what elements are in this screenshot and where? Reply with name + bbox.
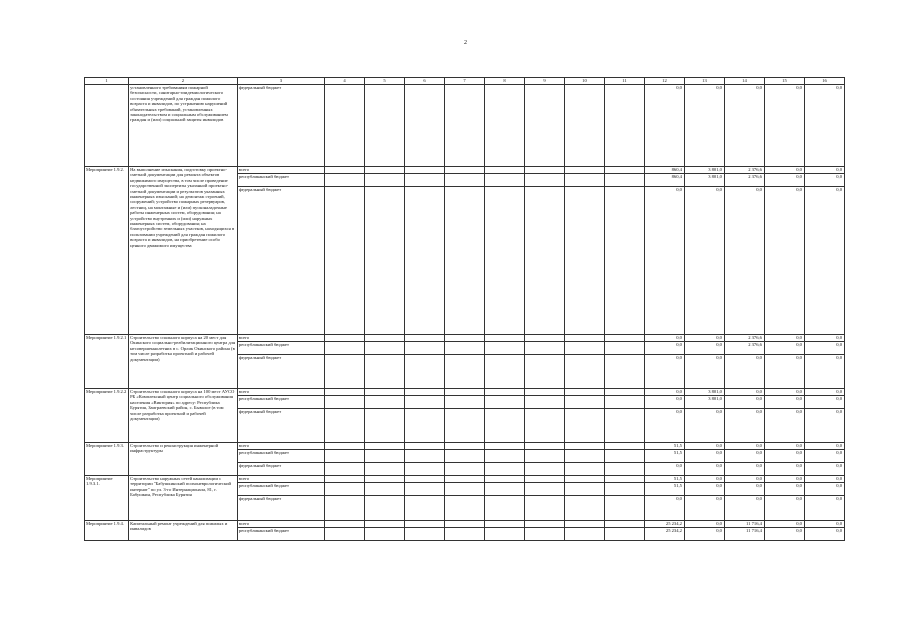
value-cell-col-13: 0,0 xyxy=(684,483,724,496)
funding-source-cell: федеральный бюджет xyxy=(237,85,324,167)
empty-cell xyxy=(324,396,364,409)
empty-cell xyxy=(324,476,364,483)
value-cell-col-16: 0,0 xyxy=(804,342,844,355)
value-cell-col-15: 0,0 xyxy=(764,450,804,463)
empty-cell xyxy=(404,396,444,409)
value-cell-col-15: 0,0 xyxy=(764,463,804,476)
empty-cell xyxy=(444,521,484,528)
funding-source-cell: республиканский бюджет xyxy=(237,396,324,409)
empty-cell xyxy=(324,167,364,174)
empty-cell xyxy=(404,476,444,483)
header-row xyxy=(85,78,845,85)
empty-cell xyxy=(484,396,524,409)
empty-cell xyxy=(364,450,404,463)
value-cell-col-12: 0,0 xyxy=(644,187,684,335)
empty-cell xyxy=(484,167,524,174)
value-cell-col-12: 0,0 xyxy=(644,342,684,355)
empty-cell xyxy=(604,463,644,476)
empty-cell xyxy=(404,167,444,174)
empty-cell xyxy=(404,409,444,443)
measure-description-cell: Строительство и реконструкция инженерной инфраструктуры xyxy=(129,443,238,476)
value-cell-col-12: 0,0 xyxy=(644,463,684,476)
empty-cell xyxy=(364,521,404,528)
empty-cell xyxy=(564,355,604,389)
value-cell-col-12: 0,0 xyxy=(644,335,684,342)
value-cell-col-12: 25 234,2 xyxy=(644,528,684,541)
value-cell-col-14: 0,0 xyxy=(724,476,764,483)
measure-description-cell: Строительство спального корпуса на 20 мест для Окинского социально-реабилитационного центра для несовершеннолетних в с. Орлик Окинского района (в том числе разработка проектной и рабочей документации) xyxy=(129,335,238,389)
empty-cell xyxy=(404,463,444,476)
empty-cell xyxy=(444,528,484,541)
funding-source-cell: республиканский бюджет xyxy=(237,174,324,187)
empty-cell xyxy=(564,450,604,463)
value-cell-col-14: 0,0 xyxy=(724,409,764,443)
empty-cell xyxy=(524,335,564,342)
value-cell-col-16: 0,0 xyxy=(804,396,844,409)
empty-cell xyxy=(564,167,604,174)
empty-cell xyxy=(484,355,524,389)
funding-source-cell: республиканский бюджет xyxy=(237,483,324,496)
empty-cell xyxy=(444,389,484,396)
empty-cell xyxy=(484,389,524,396)
empty-cell xyxy=(324,521,364,528)
empty-cell xyxy=(364,174,404,187)
value-cell-col-12: 25 234,2 xyxy=(644,521,684,528)
value-cell-col-16: 0,0 xyxy=(804,335,844,342)
value-cell-col-14: 0,0 xyxy=(724,483,764,496)
empty-cell xyxy=(604,174,644,187)
empty-cell xyxy=(524,450,564,463)
empty-cell xyxy=(324,443,364,450)
value-cell-col-14: 2 376,6 xyxy=(724,167,764,174)
header-cell-8: 8 xyxy=(484,78,524,85)
empty-cell xyxy=(324,174,364,187)
value-cell-col-16: 0,0 xyxy=(804,496,844,521)
empty-cell xyxy=(564,396,604,409)
empty-cell xyxy=(364,396,404,409)
empty-cell xyxy=(364,476,404,483)
value-cell-col-14: 0,0 xyxy=(724,355,764,389)
empty-cell xyxy=(444,174,484,187)
empty-cell xyxy=(444,342,484,355)
empty-cell xyxy=(444,187,484,335)
empty-cell xyxy=(564,476,604,483)
funding-source-cell: республиканский бюджет xyxy=(237,342,324,355)
value-cell-col-13: 0,0 xyxy=(684,496,724,521)
empty-cell xyxy=(404,355,444,389)
funding-source-cell: всего xyxy=(237,476,324,483)
empty-cell xyxy=(444,496,484,521)
header-cell-15: 15 xyxy=(764,78,804,85)
empty-cell xyxy=(484,443,524,450)
measure-description-cell: Строительство спального корпуса на 100 мест АУСО РБ «Комплексный центр социального обслуживания населения «Виктория» по адресу: Республика Бурятия, Заиграевский район, с. Бывалое (в том числе разработка проектной и рабочей документации) xyxy=(129,389,238,443)
measure-description-cell: На выполнение изыскания, подготовку проектно-сметной документации для ремонта объектов недвижимого имущества, в том числе проведение государственной экспертизы указанной проектно-сметной документации и результатов указанных инженерных изысканий; на демонтаж строений, сооружений; устройство пожарных резервуаров, лестниц, на монтажные и (или) пусконаладочные работы инженерных систем, оборудования; на устройство внутренних и (или) наружных инженерных систем, оборудования; на благоустройство земельных участков, находящихся в пользовании учреждений для граждан пожилого возраста и инвалидов, на приобретение особо ценного движимого имущества xyxy=(129,167,238,335)
empty-cell xyxy=(404,389,444,396)
empty-cell xyxy=(324,389,364,396)
empty-cell xyxy=(564,335,604,342)
value-cell-col-12: 0,0 xyxy=(644,496,684,521)
empty-cell xyxy=(564,409,604,443)
value-cell-col-14: 2 376,6 xyxy=(724,335,764,342)
empty-cell xyxy=(444,355,484,389)
empty-cell xyxy=(364,342,404,355)
empty-cell xyxy=(364,483,404,496)
empty-cell xyxy=(564,85,604,167)
empty-cell xyxy=(404,85,444,167)
empty-cell xyxy=(604,389,644,396)
value-cell-col-12: 860,4 xyxy=(644,174,684,187)
value-cell-col-15: 0,0 xyxy=(764,521,804,528)
empty-cell xyxy=(324,450,364,463)
header-cell-14: 14 xyxy=(724,78,764,85)
empty-cell xyxy=(604,528,644,541)
empty-cell xyxy=(604,85,644,167)
empty-cell xyxy=(364,389,404,396)
empty-cell xyxy=(484,528,524,541)
funding-source-cell: всего xyxy=(237,521,324,528)
empty-cell xyxy=(404,521,444,528)
value-cell-col-14: 0,0 xyxy=(724,396,764,409)
header-cell-6: 6 xyxy=(404,78,444,85)
value-cell-col-16: 0,0 xyxy=(804,389,844,396)
value-cell-col-14: 0,0 xyxy=(724,85,764,167)
measure-description-cell: установленного требованиям пожарной безопасности, санитарно-эпидемиологического состояния учреждений для граждан пожилого возраста и инвалидов, по устранению нарушений обязательных требований, установленных законодательством и социальным обслуживанием граждан и (или) социальной защиты инвалидов xyxy=(129,85,238,167)
value-cell-col-13: 0,0 xyxy=(684,450,724,463)
value-cell-col-13: 0,0 xyxy=(684,443,724,450)
header-cell-5: 5 xyxy=(364,78,404,85)
empty-cell xyxy=(324,409,364,443)
value-cell-col-15: 0,0 xyxy=(764,342,804,355)
value-cell-col-14: 2 376,6 xyxy=(724,174,764,187)
funding-source-cell: федеральный бюджет xyxy=(237,496,324,521)
empty-cell xyxy=(484,476,524,483)
value-cell-col-15: 0,0 xyxy=(764,389,804,396)
value-cell-col-13: 0,0 xyxy=(684,335,724,342)
value-cell-col-15: 0,0 xyxy=(764,483,804,496)
value-cell-col-14: 0,0 xyxy=(724,443,764,450)
empty-cell xyxy=(604,409,644,443)
value-cell-col-12: 860,4 xyxy=(644,167,684,174)
value-cell-col-12: 51,5 xyxy=(644,450,684,463)
empty-cell xyxy=(324,483,364,496)
value-cell-col-13: 0,0 xyxy=(684,528,724,541)
empty-cell xyxy=(364,528,404,541)
value-cell-col-13: 0,0 xyxy=(684,342,724,355)
empty-cell xyxy=(324,355,364,389)
value-cell-col-15: 0,0 xyxy=(764,167,804,174)
header-cell-4: 4 xyxy=(324,78,364,85)
empty-cell xyxy=(484,463,524,476)
empty-cell xyxy=(444,335,484,342)
value-cell-col-16: 0,0 xyxy=(804,355,844,389)
value-cell-col-13: 0,0 xyxy=(684,463,724,476)
value-cell-col-15: 0,0 xyxy=(764,476,804,483)
empty-cell xyxy=(324,335,364,342)
measure-code-cell: Мероприятие 1.9.4. xyxy=(85,521,129,541)
empty-cell xyxy=(524,463,564,476)
value-cell-col-15: 0,0 xyxy=(764,174,804,187)
empty-cell xyxy=(364,463,404,476)
empty-cell xyxy=(604,496,644,521)
empty-cell xyxy=(524,528,564,541)
measure-code-cell: Мероприятие 1.9.3. xyxy=(85,443,129,476)
table-row xyxy=(85,476,845,483)
empty-cell xyxy=(524,355,564,389)
empty-cell xyxy=(444,463,484,476)
empty-cell xyxy=(604,167,644,174)
funding-source-cell: всего xyxy=(237,335,324,342)
empty-cell xyxy=(364,355,404,389)
empty-cell xyxy=(604,187,644,335)
value-cell-col-15: 0,0 xyxy=(764,528,804,541)
empty-cell xyxy=(324,85,364,167)
funding-source-cell: всего xyxy=(237,167,324,174)
empty-cell xyxy=(524,187,564,335)
empty-cell xyxy=(484,521,524,528)
empty-cell xyxy=(564,174,604,187)
empty-cell xyxy=(564,443,604,450)
value-cell-col-16: 0,0 xyxy=(804,174,844,187)
empty-cell xyxy=(404,483,444,496)
empty-cell xyxy=(484,483,524,496)
empty-cell xyxy=(524,85,564,167)
value-cell-col-16: 0,0 xyxy=(804,409,844,443)
value-cell-col-13: 3 801,0 xyxy=(684,167,724,174)
value-cell-col-14: 0,0 xyxy=(724,463,764,476)
header-cell-3: 3 xyxy=(237,78,324,85)
empty-cell xyxy=(564,389,604,396)
empty-cell xyxy=(604,396,644,409)
empty-cell xyxy=(484,85,524,167)
table-row xyxy=(85,167,845,174)
measure-code-cell xyxy=(85,85,129,167)
value-cell-col-14: 2 376,6 xyxy=(724,342,764,355)
empty-cell xyxy=(404,335,444,342)
empty-cell xyxy=(484,335,524,342)
empty-cell xyxy=(524,521,564,528)
value-cell-col-16: 0,0 xyxy=(804,521,844,528)
empty-cell xyxy=(524,167,564,174)
table-row xyxy=(85,443,845,450)
table-row xyxy=(85,389,845,396)
empty-cell xyxy=(484,187,524,335)
value-cell-col-15: 0,0 xyxy=(764,443,804,450)
value-cell-col-13: 0,0 xyxy=(684,409,724,443)
value-cell-col-14: 0,0 xyxy=(724,450,764,463)
empty-cell xyxy=(444,167,484,174)
page-number: 2 xyxy=(464,40,467,46)
header-cell-16: 16 xyxy=(804,78,844,85)
header-cell-10: 10 xyxy=(564,78,604,85)
funding-source-cell: республиканский бюджет xyxy=(237,450,324,463)
budget-table xyxy=(84,77,845,541)
table-row xyxy=(85,335,845,342)
value-cell-col-13: 0,0 xyxy=(684,476,724,483)
funding-source-cell: всего xyxy=(237,443,324,450)
empty-cell xyxy=(604,355,644,389)
value-cell-col-13: 0,0 xyxy=(684,85,724,167)
value-cell-col-13: 3 801,0 xyxy=(684,174,724,187)
empty-cell xyxy=(444,443,484,450)
value-cell-col-16: 0,0 xyxy=(804,443,844,450)
empty-cell xyxy=(404,174,444,187)
value-cell-col-12: 0,0 xyxy=(644,396,684,409)
value-cell-col-12: 0,0 xyxy=(644,389,684,396)
empty-cell xyxy=(404,342,444,355)
value-cell-col-16: 0,0 xyxy=(804,450,844,463)
measure-description-cell: Капитальный ремонт учреждений для пожилых и инвалидов xyxy=(129,521,238,541)
header-cell-12: 12 xyxy=(644,78,684,85)
empty-cell xyxy=(364,335,404,342)
empty-cell xyxy=(524,396,564,409)
value-cell-col-12: 0,0 xyxy=(644,355,684,389)
empty-cell xyxy=(444,476,484,483)
header-cell-13: 13 xyxy=(684,78,724,85)
measure-code-cell: Мероприятие 1.9.2.2 xyxy=(85,389,129,443)
header-cell-7: 7 xyxy=(444,78,484,85)
value-cell-col-14: 0,0 xyxy=(724,389,764,396)
funding-source-cell: федеральный бюджет xyxy=(237,409,324,443)
empty-cell xyxy=(604,483,644,496)
empty-cell xyxy=(404,528,444,541)
empty-cell xyxy=(364,85,404,167)
value-cell-col-12: 51,5 xyxy=(644,443,684,450)
empty-cell xyxy=(364,409,404,443)
value-cell-col-15: 0,0 xyxy=(764,85,804,167)
empty-cell xyxy=(364,496,404,521)
value-cell-col-16: 0,0 xyxy=(804,187,844,335)
value-cell-col-16: 0,0 xyxy=(804,167,844,174)
value-cell-col-12: 0,0 xyxy=(644,85,684,167)
measure-code-cell: Мероприятие 1.9.2.1 xyxy=(85,335,129,389)
measure-code-cell: Мероприятие 1.9.3.1. xyxy=(85,476,129,521)
empty-cell xyxy=(364,443,404,450)
value-cell-col-13: 0,0 xyxy=(684,521,724,528)
empty-cell xyxy=(524,409,564,443)
value-cell-col-13: 3 801,0 xyxy=(684,389,724,396)
value-cell-col-13: 3 801,0 xyxy=(684,396,724,409)
empty-cell xyxy=(524,496,564,521)
empty-cell xyxy=(444,85,484,167)
empty-cell xyxy=(444,450,484,463)
value-cell-col-16: 0,0 xyxy=(804,476,844,483)
empty-cell xyxy=(564,483,604,496)
table-row xyxy=(85,85,845,167)
empty-cell xyxy=(484,342,524,355)
empty-cell xyxy=(524,483,564,496)
empty-cell xyxy=(404,450,444,463)
value-cell-col-15: 0,0 xyxy=(764,409,804,443)
value-cell-col-15: 0,0 xyxy=(764,496,804,521)
table-row xyxy=(85,521,845,528)
empty-cell xyxy=(564,496,604,521)
empty-cell xyxy=(564,463,604,476)
empty-cell xyxy=(564,187,604,335)
value-cell-col-15: 0,0 xyxy=(764,187,804,335)
value-cell-col-12: 51,5 xyxy=(644,476,684,483)
value-cell-col-15: 0,0 xyxy=(764,396,804,409)
value-cell-col-14: 0,0 xyxy=(724,187,764,335)
empty-cell xyxy=(484,450,524,463)
empty-cell xyxy=(324,187,364,335)
funding-source-cell: республиканский бюджет xyxy=(237,528,324,541)
empty-cell xyxy=(324,496,364,521)
funding-source-cell: федеральный бюджет xyxy=(237,355,324,389)
empty-cell xyxy=(564,521,604,528)
header-cell-11: 11 xyxy=(604,78,644,85)
empty-cell xyxy=(404,187,444,335)
empty-cell xyxy=(324,463,364,476)
value-cell-col-13: 0,0 xyxy=(684,187,724,335)
value-cell-col-15: 0,0 xyxy=(764,335,804,342)
empty-cell xyxy=(604,443,644,450)
value-cell-col-16: 0,0 xyxy=(804,463,844,476)
empty-cell xyxy=(484,174,524,187)
empty-cell xyxy=(364,187,404,335)
empty-cell xyxy=(484,496,524,521)
funding-source-cell: федеральный бюджет xyxy=(237,187,324,335)
empty-cell xyxy=(604,450,644,463)
empty-cell xyxy=(564,528,604,541)
empty-cell xyxy=(364,167,404,174)
header-cell-9: 9 xyxy=(524,78,564,85)
empty-cell xyxy=(444,409,484,443)
empty-cell xyxy=(444,483,484,496)
value-cell-col-16: 0,0 xyxy=(804,528,844,541)
empty-cell xyxy=(444,396,484,409)
header-cell-2: 2 xyxy=(129,78,238,85)
empty-cell xyxy=(524,443,564,450)
empty-cell xyxy=(604,335,644,342)
value-cell-col-13: 0,0 xyxy=(684,355,724,389)
value-cell-col-14: 0,0 xyxy=(724,496,764,521)
empty-cell xyxy=(324,528,364,541)
funding-source-cell: всего xyxy=(237,389,324,396)
empty-cell xyxy=(564,342,604,355)
value-cell-col-15: 0,0 xyxy=(764,355,804,389)
empty-cell xyxy=(484,409,524,443)
empty-cell xyxy=(524,174,564,187)
empty-cell xyxy=(604,476,644,483)
value-cell-col-16: 0,0 xyxy=(804,85,844,167)
value-cell-col-14: 11 716,4 xyxy=(724,521,764,528)
empty-cell xyxy=(524,389,564,396)
empty-cell xyxy=(604,342,644,355)
empty-cell xyxy=(324,342,364,355)
empty-cell xyxy=(524,476,564,483)
value-cell-col-12: 0,0 xyxy=(644,409,684,443)
empty-cell xyxy=(404,443,444,450)
empty-cell xyxy=(404,496,444,521)
measure-description-cell: Строительство наружных сетей канализации с территории "Бабушкинский психоневрологический интернат" по ул. 3-го Интернационала, 81, г. Бабушкин, Республика Бурятия xyxy=(129,476,238,521)
empty-cell xyxy=(604,521,644,528)
value-cell-col-14: 11 716,4 xyxy=(724,528,764,541)
empty-cell xyxy=(524,342,564,355)
measure-code-cell: Мероприятие 1.9.2. xyxy=(85,167,129,335)
header-cell-1: 1 xyxy=(85,78,129,85)
value-cell-col-16: 0,0 xyxy=(804,483,844,496)
funding-source-cell: федеральный бюджет xyxy=(237,463,324,476)
value-cell-col-12: 51,5 xyxy=(644,483,684,496)
